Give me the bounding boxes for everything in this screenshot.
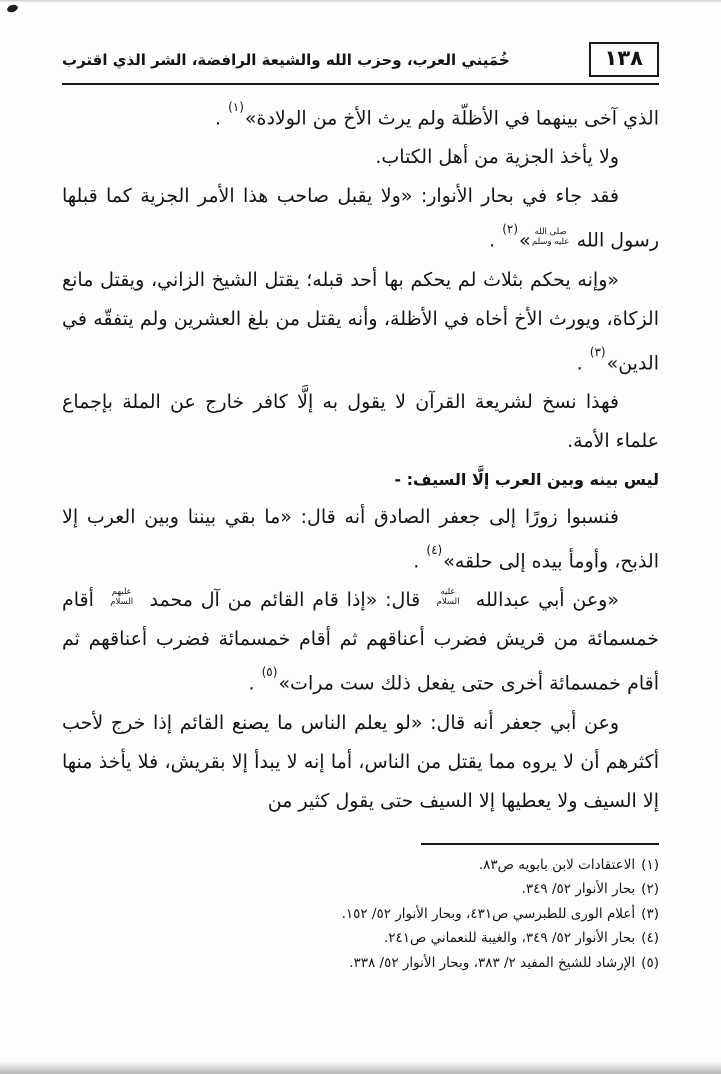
paragraph-text: فقد جاء في بحار الأنوار: «ولا يقبل صاحب هذا الأمر الجزية كما قبلها رسول الله <box>62 185 659 252</box>
paragraph-text: . <box>248 672 261 695</box>
footnote-marker: (٢) <box>641 881 659 898</box>
footnote-divider <box>421 843 659 845</box>
paragraph-5 <box>62 383 659 461</box>
footnote-1 <box>62 853 659 878</box>
paragraph-text: فنسبوا زورًا إلى جعفر الصادق أنه قال: «ما بقي بيننا وبين العرب إلا الذبح، وأومأ بيده إلى حلقه» <box>62 506 659 573</box>
paragraph-text: وعن أبي جعفر أنه قال: «لو يعلم الناس ما يصنع القائم إذا خرج لأحب أكثرهم أن لا يروه مما يقتل من الناس، أما إنه لا يبدأ إلا بقريش، فلا يأخذ منها إلا السيف ولا يعطيها إلا السيف حتى يقول كثير من <box>62 711 659 812</box>
paragraph-text: . <box>413 550 426 573</box>
honorific-salla-allahu-alayhi-wasallam: صلى الله عليه وسلم <box>531 227 570 248</box>
scan-artifact-speck <box>6 3 19 13</box>
paragraph-text: . <box>214 107 228 130</box>
paragraph-text: «وعن أبي عبدالله <box>468 589 619 612</box>
footnote-text: بحار الأنوار ٥٢/ ٣٤٩، والغيبة للنعماني ص٢٤١. <box>383 930 636 947</box>
paragraph-text: ولا يأخذ الجزية من أهل الكتاب. <box>375 146 619 169</box>
paragraph-text: «وإنه يحكم بثلاث لم يحكم بها أحد قبله؛ يقتل الشيخ الزاني، ويقتل مانع الزكاة، ويورث الأخ أخاه في الأظلة، وأنه يقتل من بلغ العشرين ولم يتفقّه في الدين» <box>62 268 659 375</box>
running-title: خُمَيني العرب، وحزب الله والشيعة الرافضة، الشر الذي اقترب <box>62 50 510 69</box>
footnote-marker: (١) <box>641 856 659 873</box>
footnote-text: أعلام الورى للطبرسي ص٤٣١، وبحار الأنوار ٥٢/ ١٥٢. <box>341 905 636 922</box>
paragraph-2 <box>62 138 659 177</box>
page-header <box>62 42 659 77</box>
footnote-ref-2: (٢) <box>502 222 519 237</box>
footnote-2 <box>62 877 659 902</box>
paragraph-text: فهذا نسخ لشريعة القرآن لا يقول به إلَّا كافر خارج عن الملة بإجماع علماء الأمة. <box>62 391 659 453</box>
paragraph-4 <box>62 261 659 383</box>
footnote-text: بحار الأنوار ٥٢/ ٣٤٩. <box>521 881 636 898</box>
footnote-marker: (٥) <box>641 954 659 971</box>
paragraph-3 <box>62 177 659 260</box>
footnote-3 <box>62 902 659 927</box>
honorific-alayhi-assalam: عليه السلام <box>436 587 460 607</box>
paragraph-7 <box>62 581 659 703</box>
page-number-box <box>589 42 659 77</box>
section-subheading <box>62 461 659 498</box>
footnote-ref-4: (٤) <box>426 543 443 558</box>
page-number: ١٣٨ <box>604 46 643 70</box>
header-divider <box>62 83 659 85</box>
scan-bottom-edge-shadow <box>0 1061 721 1074</box>
footnote-text: الإرشاد للشيخ المفيد ٢/ ٣٨٣، وبحار الأنوار ٥٢/ ٣٣٨. <box>349 954 636 971</box>
paragraph-1 <box>62 94 659 138</box>
body-text <box>62 94 659 821</box>
footnote-ref-3: (٣) <box>589 344 606 359</box>
footnote-marker: (٤) <box>641 930 659 947</box>
subheading-text: ليس بينه وبين العرب إلَّا السيف: - <box>394 470 659 490</box>
footnote-4 <box>62 926 659 951</box>
paragraph-8 <box>62 704 659 821</box>
footnote-marker: (٣) <box>641 905 659 922</box>
paragraph-text: الذي آخى بينهما في الأظلّة ولم يرث الأخ من الولادة» <box>244 107 659 130</box>
paragraph-text: أقام خمسمائة من قريش فضرب أعناقهم ثم أقام خمسمائة فضرب أعناقهم ثم أقام خمسمائة أخرى حتى يفعل ذلك ست مرات» <box>62 589 659 695</box>
footnote-5 <box>62 951 659 976</box>
paragraph-6 <box>62 498 659 581</box>
paragraph-text: قال: «إذا قام القائم من آل محمد <box>141 589 428 612</box>
scan-top-edge-shadow <box>0 0 721 3</box>
paragraph-text: . <box>489 229 502 252</box>
footnote-text: الاعتقادات لابن بابويه ص٨٣. <box>478 856 636 873</box>
paragraph-text: . <box>576 352 589 375</box>
footnotes-section <box>62 853 659 976</box>
honorific-alayhim-assalam: عليهم السلام <box>110 587 134 607</box>
footnote-ref-1: (١) <box>228 100 244 115</box>
paragraph-text: » <box>519 229 531 252</box>
footnote-ref-5: (٥) <box>261 665 278 680</box>
